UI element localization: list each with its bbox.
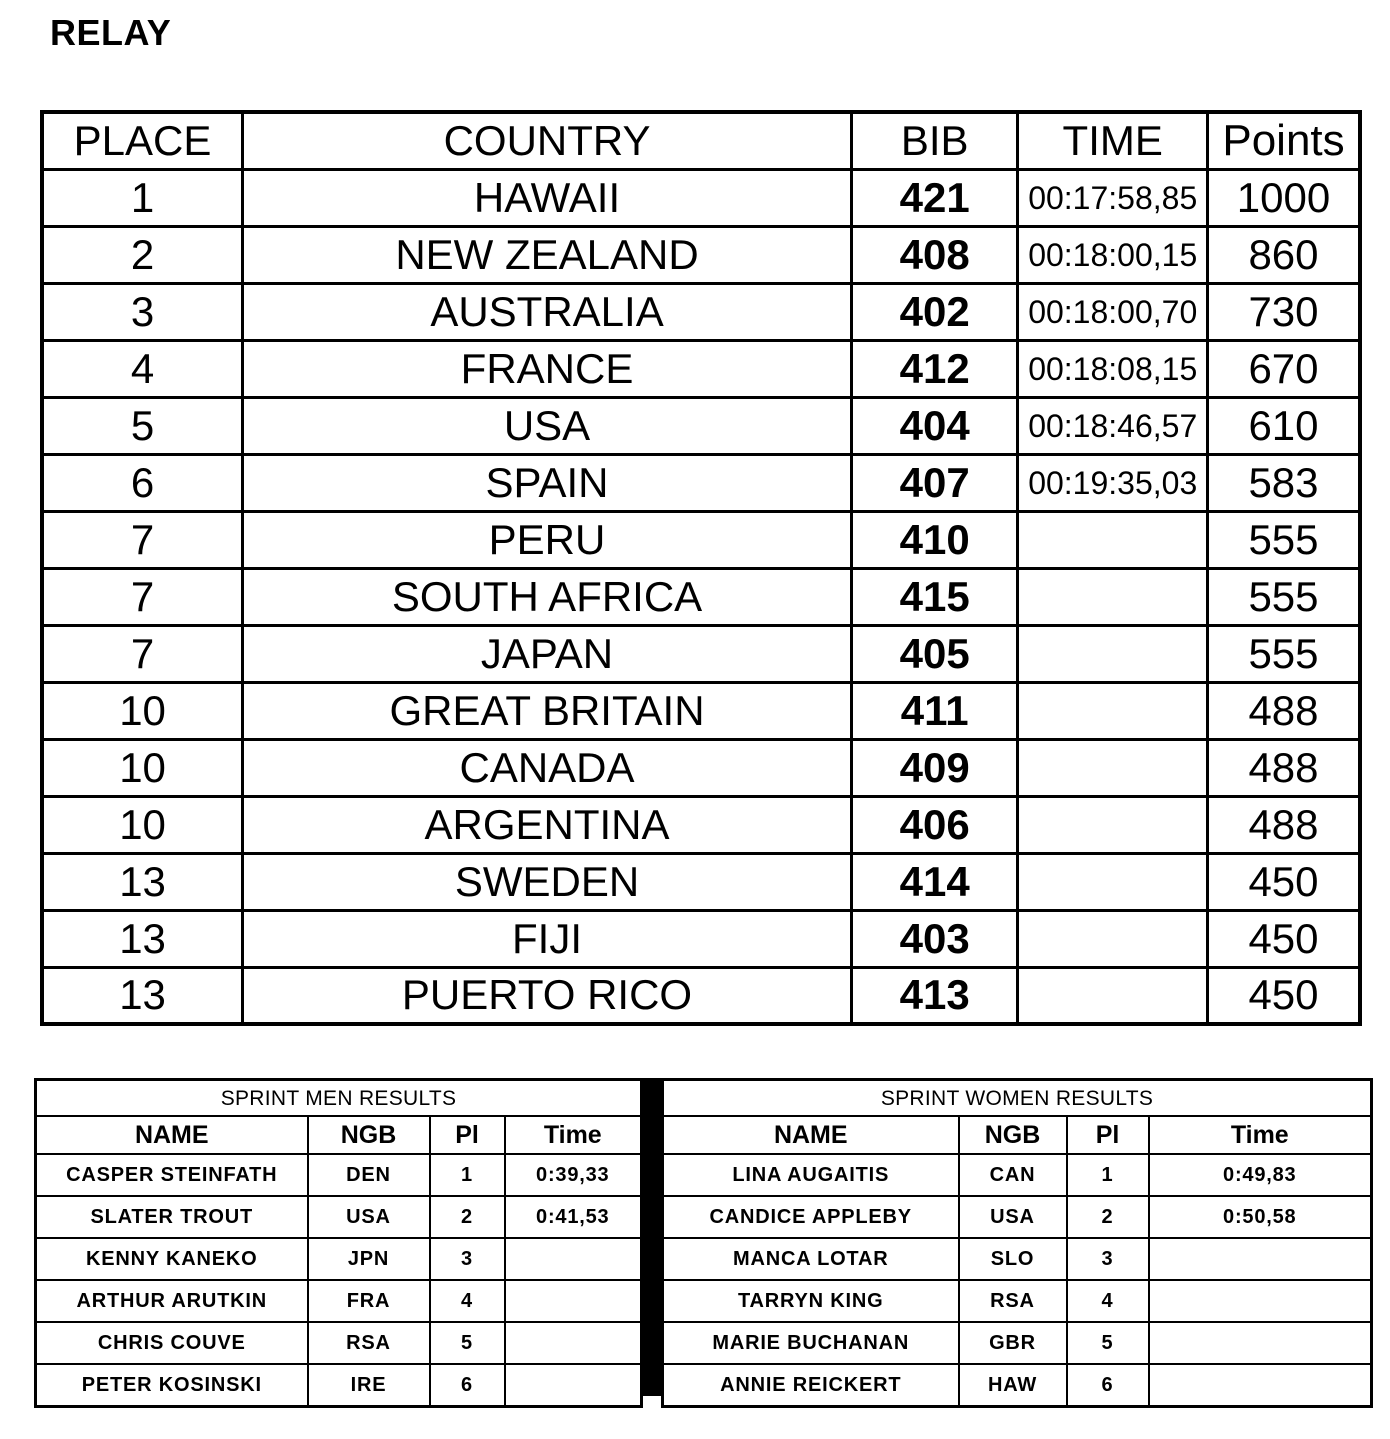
name-cell: ANNIE REICKERT (663, 1364, 959, 1407)
time-cell (1149, 1364, 1372, 1407)
sprint-women-header-row (663, 1116, 1372, 1154)
time-cell (1018, 910, 1208, 967)
sprint-men-header-row (36, 1116, 642, 1154)
place-cell: 10 (42, 739, 243, 796)
name-cell: CHRIS COUVE (36, 1322, 308, 1364)
ngb-cell: RSA (308, 1322, 430, 1364)
table-row (42, 739, 1360, 796)
table-row (36, 1364, 642, 1407)
bib-cell: 403 (851, 910, 1018, 967)
table-row (663, 1322, 1372, 1364)
sprint-men-body (36, 1154, 642, 1407)
pl-cell: 4 (430, 1280, 505, 1322)
bib-cell: 421 (851, 169, 1018, 226)
time-cell (1018, 739, 1208, 796)
time-cell: 0:41,53 (505, 1196, 642, 1238)
points-cell: 555 (1208, 511, 1361, 568)
country-cell: GREAT BRITAIN (243, 682, 852, 739)
place-cell: 4 (42, 340, 243, 397)
time-cell (1149, 1280, 1372, 1322)
table-row (36, 1154, 642, 1196)
country-cell: PERU (243, 511, 852, 568)
points-cell: 670 (1208, 340, 1361, 397)
ngb-cell: IRE (308, 1364, 430, 1407)
table-row (42, 967, 1360, 1024)
points-cell: 555 (1208, 568, 1361, 625)
table-row (663, 1238, 1372, 1280)
table-row (663, 1196, 1372, 1238)
time-cell (1018, 568, 1208, 625)
time-cell: 00:18:00,70 (1018, 283, 1208, 340)
table-row (42, 283, 1360, 340)
name-cell: SLATER TROUT (36, 1196, 308, 1238)
country-header: COUNTRY (243, 112, 852, 169)
bib-cell: 408 (851, 226, 1018, 283)
table-row (42, 397, 1360, 454)
name-cell: TARRYN KING (663, 1280, 959, 1322)
pl-cell: 5 (430, 1322, 505, 1364)
sprint-women-caption: SPRINT WOMEN RESULTS (663, 1080, 1372, 1117)
place-cell: 13 (42, 853, 243, 910)
sprint-men-table (34, 1078, 643, 1408)
place-cell: 7 (42, 625, 243, 682)
points-cell: 450 (1208, 910, 1361, 967)
table-row (36, 1322, 642, 1364)
pl-cell: 6 (1067, 1364, 1149, 1407)
points-cell: 450 (1208, 967, 1361, 1024)
bib-cell: 402 (851, 283, 1018, 340)
sprint-men-caption: SPRINT MEN RESULTS (36, 1080, 642, 1117)
time-cell: 00:19:35,03 (1018, 454, 1208, 511)
pl-header: Pl (430, 1116, 505, 1154)
time-header: Time (1149, 1116, 1372, 1154)
country-cell: ARGENTINA (243, 796, 852, 853)
place-cell: 7 (42, 511, 243, 568)
relay-header-row (42, 112, 1360, 169)
time-cell: 0:49,83 (1149, 1154, 1372, 1196)
time-cell (1018, 853, 1208, 910)
name-cell: KENNY KANEKO (36, 1238, 308, 1280)
country-cell: FIJI (243, 910, 852, 967)
points-cell: 610 (1208, 397, 1361, 454)
points-header: Points (1208, 112, 1361, 169)
points-cell: 860 (1208, 226, 1361, 283)
time-header: TIME (1018, 112, 1208, 169)
bib-cell: 413 (851, 967, 1018, 1024)
pl-cell: 1 (430, 1154, 505, 1196)
time-cell (1018, 511, 1208, 568)
table-row (663, 1364, 1372, 1407)
sprint-women-table (661, 1078, 1373, 1408)
name-cell: CANDICE APPLEBY (663, 1196, 959, 1238)
time-cell (1018, 625, 1208, 682)
country-cell: SWEDEN (243, 853, 852, 910)
points-cell: 583 (1208, 454, 1361, 511)
name-cell: MARIE BUCHANAN (663, 1322, 959, 1364)
page-title: RELAY (50, 12, 172, 53)
table-row (36, 1238, 642, 1280)
table-row (36, 1280, 642, 1322)
bib-cell: 415 (851, 568, 1018, 625)
ngb-cell: RSA (959, 1280, 1067, 1322)
points-cell: 1000 (1208, 169, 1361, 226)
country-cell: PUERTO RICO (243, 967, 852, 1024)
pl-cell: 3 (430, 1238, 505, 1280)
bib-cell: 411 (851, 682, 1018, 739)
pl-cell: 4 (1067, 1280, 1149, 1322)
pl-cell: 2 (430, 1196, 505, 1238)
ngb-cell: CAN (959, 1154, 1067, 1196)
ngb-cell: JPN (308, 1238, 430, 1280)
pl-cell: 6 (430, 1364, 505, 1407)
time-cell (505, 1238, 642, 1280)
divider-bar (640, 1078, 661, 1396)
table-row (663, 1280, 1372, 1322)
place-cell: 10 (42, 796, 243, 853)
pl-header: Pl (1067, 1116, 1149, 1154)
points-cell: 555 (1208, 625, 1361, 682)
pl-cell: 2 (1067, 1196, 1149, 1238)
table-row (42, 454, 1360, 511)
time-cell: 00:18:08,15 (1018, 340, 1208, 397)
ngb-header: NGB (959, 1116, 1067, 1154)
pl-cell: 1 (1067, 1154, 1149, 1196)
place-cell: 2 (42, 226, 243, 283)
place-cell: 13 (42, 967, 243, 1024)
country-cell: HAWAII (243, 169, 852, 226)
table-row (42, 796, 1360, 853)
sprint-women-body (663, 1154, 1372, 1407)
country-cell: SPAIN (243, 454, 852, 511)
place-cell: 7 (42, 568, 243, 625)
bib-cell: 409 (851, 739, 1018, 796)
name-cell: MANCA LOTAR (663, 1238, 959, 1280)
name-header: NAME (36, 1116, 308, 1154)
table-row (42, 625, 1360, 682)
points-cell: 488 (1208, 682, 1361, 739)
relay-results-table (40, 110, 1362, 1026)
table-row (663, 1154, 1372, 1196)
time-cell (505, 1322, 642, 1364)
points-cell: 450 (1208, 853, 1361, 910)
place-cell: 3 (42, 283, 243, 340)
ngb-header: NGB (308, 1116, 430, 1154)
country-cell: SOUTH AFRICA (243, 568, 852, 625)
place-header: PLACE (42, 112, 243, 169)
table-row (42, 910, 1360, 967)
pl-cell: 3 (1067, 1238, 1149, 1280)
table-row (42, 568, 1360, 625)
bib-cell: 404 (851, 397, 1018, 454)
country-cell: FRANCE (243, 340, 852, 397)
time-cell: 00:18:00,15 (1018, 226, 1208, 283)
place-cell: 1 (42, 169, 243, 226)
country-cell: JAPAN (243, 625, 852, 682)
place-cell: 13 (42, 910, 243, 967)
ngb-cell: HAW (959, 1364, 1067, 1407)
bib-cell: 414 (851, 853, 1018, 910)
ngb-cell: SLO (959, 1238, 1067, 1280)
time-cell: 0:39,33 (505, 1154, 642, 1196)
country-cell: CANADA (243, 739, 852, 796)
name-cell: CASPER STEINFATH (36, 1154, 308, 1196)
place-cell: 6 (42, 454, 243, 511)
relay-body (42, 169, 1360, 1024)
name-cell: PETER KOSINSKI (36, 1364, 308, 1407)
table-row (42, 226, 1360, 283)
points-cell: 488 (1208, 739, 1361, 796)
time-cell (1018, 967, 1208, 1024)
time-cell (505, 1280, 642, 1322)
table-row (36, 1196, 642, 1238)
table-row (42, 511, 1360, 568)
time-cell (1018, 796, 1208, 853)
table-row (42, 853, 1360, 910)
place-cell: 10 (42, 682, 243, 739)
pl-cell: 5 (1067, 1322, 1149, 1364)
place-cell: 5 (42, 397, 243, 454)
ngb-cell: USA (959, 1196, 1067, 1238)
table-row (42, 340, 1360, 397)
bib-cell: 412 (851, 340, 1018, 397)
bib-cell: 407 (851, 454, 1018, 511)
country-cell: AUSTRALIA (243, 283, 852, 340)
bib-cell: 405 (851, 625, 1018, 682)
time-cell (1149, 1322, 1372, 1364)
ngb-cell: DEN (308, 1154, 430, 1196)
time-cell (505, 1364, 642, 1407)
time-header: Time (505, 1116, 642, 1154)
name-cell: ARTHUR ARUTKIN (36, 1280, 308, 1322)
time-cell (1149, 1238, 1372, 1280)
country-cell: NEW ZEALAND (243, 226, 852, 283)
ngb-cell: GBR (959, 1322, 1067, 1364)
ngb-cell: FRA (308, 1280, 430, 1322)
points-cell: 488 (1208, 796, 1361, 853)
ngb-cell: USA (308, 1196, 430, 1238)
table-row (42, 682, 1360, 739)
name-header: NAME (663, 1116, 959, 1154)
time-cell: 0:50,58 (1149, 1196, 1372, 1238)
bib-cell: 406 (851, 796, 1018, 853)
country-cell: USA (243, 397, 852, 454)
time-cell: 00:18:46,57 (1018, 397, 1208, 454)
bib-header: BIB (851, 112, 1018, 169)
bib-cell: 410 (851, 511, 1018, 568)
table-row (42, 169, 1360, 226)
points-cell: 730 (1208, 283, 1361, 340)
time-cell: 00:17:58,85 (1018, 169, 1208, 226)
name-cell: LINA AUGAITIS (663, 1154, 959, 1196)
time-cell (1018, 682, 1208, 739)
